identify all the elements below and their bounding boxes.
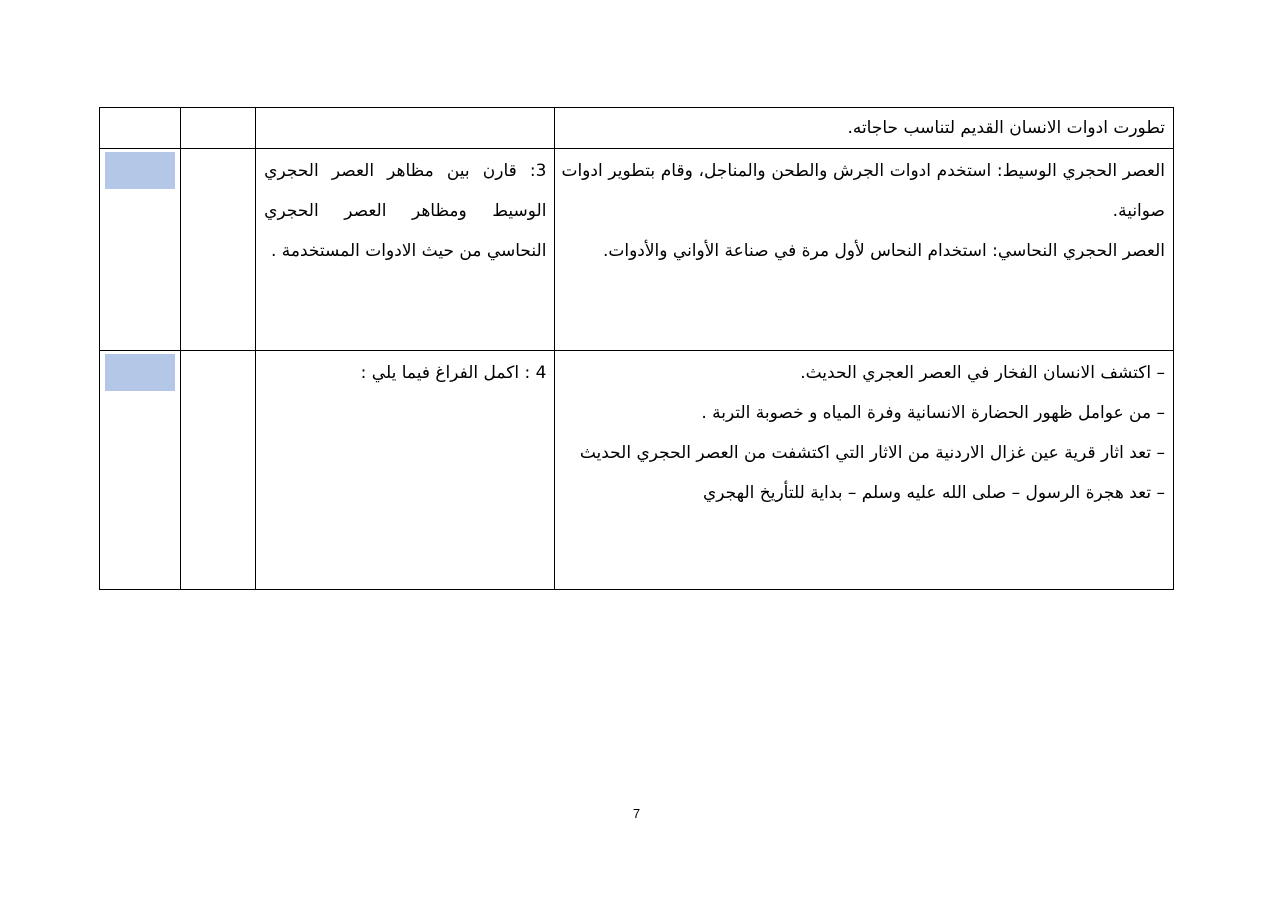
answer-line: – من عوامل ظهور الحضارة الانسانية وفرة المياه و خصوبة التربة . [701, 403, 1165, 423]
answer-line: العصر الحجري الوسيط: استخدم ادوات الجرش والطحن والمناجل، وقام بتطوير ادوات صوانية. [561, 161, 1165, 221]
empty-cell [181, 149, 256, 351]
highlight-marker [105, 152, 175, 189]
empty-cell [181, 108, 256, 149]
answer-cell [555, 351, 1174, 590]
question-cell [256, 108, 555, 149]
table-row [100, 351, 1174, 590]
marker-cell [100, 351, 181, 590]
answer-line: تطورت ادوات الانسان القديم لتناسب حاجاته. [847, 118, 1165, 138]
answer-line: – اكتشف الانسان الفخار في العصر العجري الحديث. [800, 363, 1165, 383]
empty-cell [181, 351, 256, 590]
question-cell [256, 149, 555, 351]
marker-cell [100, 149, 181, 351]
answer-line: – تعد هجرة الرسول – صلى الله عليه وسلم – بداية للتأريخ الهجري [702, 483, 1165, 503]
answer-line: – تعد اثار قرية عين غزال الاردنية من الاثار التي اكتشفت من العصر الحجري الحديث [579, 443, 1165, 463]
table-row [100, 108, 1174, 149]
question-cell [256, 351, 555, 590]
answer-cell [555, 149, 1174, 351]
answer-line: العصر الحجري النحاسي: استخدام النحاس لأول مرة في صناعة الأواني والأدوات. [602, 241, 1165, 261]
highlight-marker [105, 354, 175, 391]
question-text: 3: قارن بين مظاهر العصر الحجري الوسيط ومظاهر العصر الحجري النحاسي من حيث الادوات المستخدمة . [264, 161, 547, 261]
page-number: 7 [632, 806, 641, 821]
table-row [100, 149, 1174, 351]
lesson-table [99, 107, 1174, 590]
question-text: 4 : اكمل الفراغ فيما يلي : [360, 363, 547, 383]
marker-cell [100, 108, 181, 149]
answer-cell [555, 108, 1174, 149]
